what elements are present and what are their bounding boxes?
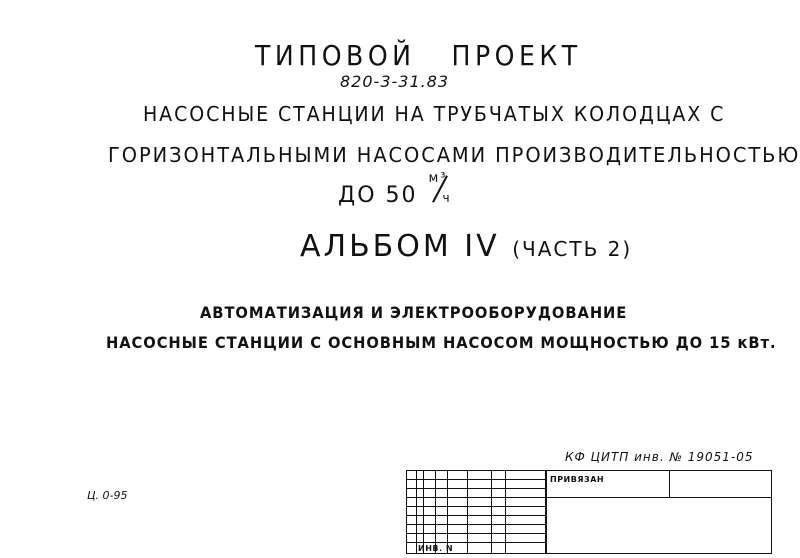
stamp-grid-line [669, 471, 670, 497]
stamp-grid-line [407, 506, 545, 507]
project-code: 820-3-31.83 [340, 72, 450, 91]
stamp-privyazan-label: ПРИВЯЗАН [550, 475, 605, 484]
album-label: АЛЬБОМ IV [300, 229, 500, 264]
title-word-project: ПРОЕКТ [451, 39, 582, 72]
subtitle-line-2: ГОРИЗОНТАЛЬНЫМИ НАСОСАМИ ПРОИЗВОДИТЕЛЬНОСТЬЮ [108, 143, 800, 167]
stamp-grid-line [407, 515, 545, 516]
capacity-unit [427, 171, 453, 208]
stamp-inv-label: ИНВ. N [418, 544, 454, 553]
stamp-table [406, 470, 772, 554]
section-line-1: АВТОМАТИЗАЦИЯ И ЭЛЕКТРООБОРУДОВАНИЕ [200, 303, 628, 322]
stamp-grid-line [447, 471, 448, 553]
stamp-grid-line [407, 524, 545, 525]
unit-denominator: ч [442, 191, 452, 205]
stamp-grid-line [407, 479, 545, 480]
stamp-grid-line [416, 471, 417, 553]
stamp-grid-line [505, 471, 506, 553]
album-heading [300, 229, 633, 264]
stamp-grid-line [407, 488, 545, 489]
stamp-grid-line [407, 542, 545, 543]
stamp-grid-line [435, 471, 436, 553]
inventory-note: КФ ЦИТП инв. № 19051-05 [565, 450, 754, 464]
stamp-grid-line [467, 471, 468, 553]
unit-numerator: м³ [428, 171, 448, 186]
capacity-value: ДО 50 [338, 183, 418, 208]
subtitle-line-1: НАСОСНЫЕ СТАНЦИИ НА ТРУБЧАТЫХ КОЛОДЦАХ С [143, 102, 726, 126]
stamp-grid-line [491, 471, 492, 553]
section-line-2: НАСОСНЫЕ СТАНЦИИ С ОСНОВНЫМ НАСОСОМ МОЩНОСТЬЮ ДО 15 кВт. [106, 333, 777, 352]
stamp-grid-line [407, 497, 771, 498]
album-part: (ЧАСТЬ 2) [512, 237, 633, 261]
document-title [255, 39, 582, 72]
stamp-grid-line [545, 471, 547, 553]
subtitle-line-3 [338, 171, 453, 208]
stamp-grid-line [423, 471, 424, 553]
title-word-typical: ТИПОВОЙ [255, 39, 416, 72]
side-note: Ц. 0-95 [87, 489, 128, 502]
stamp-grid-line [407, 533, 545, 534]
